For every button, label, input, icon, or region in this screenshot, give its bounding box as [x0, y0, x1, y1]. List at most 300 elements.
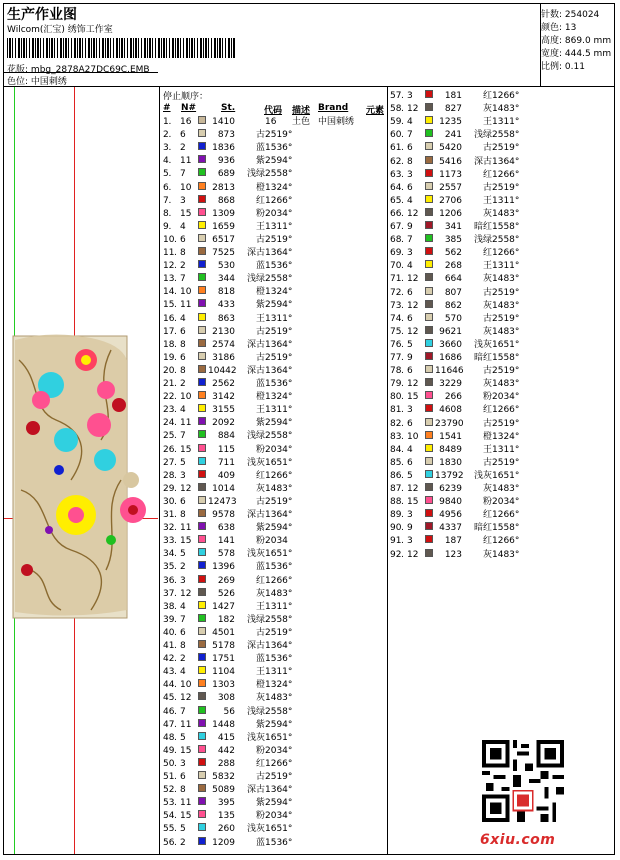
stop-row: [163, 129, 383, 142]
stop-row: [390, 273, 610, 286]
needle-number: 6: [407, 313, 413, 324]
stop-row: [390, 483, 610, 496]
stop-row: [390, 509, 610, 522]
stitch-count: 4608: [439, 405, 462, 416]
thread-name: 粉: [255, 208, 265, 219]
stop-number: 36: [163, 575, 175, 586]
stop-number-separator: .: [401, 379, 404, 390]
thread-name: 浅绿: [246, 706, 265, 717]
stop-number: 28: [163, 470, 175, 481]
thread-name: 红: [255, 470, 265, 481]
needle-number: 10: [180, 680, 192, 691]
thread-name: 古: [255, 130, 265, 141]
needle-number: 5: [180, 732, 186, 743]
stop-number: 26: [163, 444, 175, 455]
thread-name: 橙: [255, 392, 265, 403]
thread-name: 古: [255, 496, 265, 507]
stop-row: [390, 247, 610, 260]
thread-color-swatch: [198, 548, 206, 556]
stop-row: [163, 273, 383, 286]
stop-row: [163, 470, 383, 483]
stop-number-separator: .: [401, 523, 404, 534]
thread-name: 橙: [255, 680, 265, 691]
stop-number-separator: .: [174, 680, 177, 691]
stitch-count: 409: [217, 470, 235, 481]
needle-number: 12: [407, 549, 419, 560]
thread-color-swatch: [198, 496, 206, 504]
thread-code: 1266°: [265, 195, 293, 206]
thread-color-swatch: [198, 706, 206, 714]
thread-name: 红: [482, 405, 492, 416]
colorway-value: 中国刺绣: [30, 77, 67, 87]
stop-row: [163, 391, 383, 404]
stitch-count: 8489: [439, 444, 462, 455]
stop-number: 49: [163, 745, 175, 756]
thread-color-swatch: [425, 129, 433, 137]
spec-colors: 颜色: 13: [541, 23, 577, 33]
thread-name: 灰: [255, 693, 265, 704]
thread-name: 灰: [482, 104, 492, 115]
thread-name: 浅绿: [246, 614, 265, 625]
thread-name: 蓝: [255, 562, 265, 573]
stitch-count: 341: [444, 222, 462, 232]
spec-width: 宽度: 444.5 mm: [541, 49, 612, 59]
col-header-n: #: [163, 103, 171, 113]
thread-color-swatch: [425, 116, 433, 124]
stop-number-separator: .: [401, 235, 404, 246]
thread-name: 浅灰: [473, 339, 492, 350]
stitch-count: 884: [217, 431, 235, 442]
stop-number: 21: [163, 379, 175, 389]
thread-name: 紫: [255, 719, 265, 730]
stitch-count: 2557: [439, 182, 462, 193]
thread-code: 1364°: [265, 510, 293, 520]
stop-row: [163, 247, 383, 260]
thread-color-swatch: [198, 561, 206, 569]
col-header-code: 代码: [264, 106, 283, 116]
thread-color-swatch: [198, 221, 206, 229]
stop-number: 66: [390, 208, 402, 219]
stop-row: [390, 535, 610, 548]
stop-row: [163, 286, 383, 299]
thread-code: 1364°: [265, 339, 293, 350]
needle-number: 2: [180, 654, 186, 665]
stitch-count: 1303: [212, 680, 235, 691]
thread-color-swatch: [198, 653, 206, 661]
needle-number: 12: [407, 274, 419, 285]
barcode: [7, 38, 235, 58]
thread-color-swatch: [425, 470, 433, 478]
stop-number-separator: .: [401, 117, 404, 128]
thread-color-swatch: [198, 732, 206, 740]
stitch-count: 5089: [212, 785, 235, 796]
thread-brand: 中国刺绣: [318, 117, 355, 127]
needle-number: 7: [180, 614, 186, 625]
stop-number-separator: .: [168, 143, 172, 154]
thread-code: 2034°: [265, 208, 293, 219]
stop-number-separator: .: [174, 706, 177, 717]
stop-row: [390, 129, 610, 142]
stop-number: 53: [163, 798, 175, 809]
thread-code: 2558°: [265, 706, 293, 717]
studio-name: Wilcom(汇宝) 绣饰工作室: [7, 25, 113, 35]
thread-name: 紫: [255, 418, 265, 429]
thread-color-swatch: [198, 313, 206, 321]
stop-number-separator: .: [401, 169, 404, 180]
stop-number: 23: [163, 405, 175, 416]
thread-code: 2558°: [265, 431, 293, 442]
thread-color-swatch: [425, 90, 433, 98]
needle-number: 4: [407, 117, 413, 128]
stop-number: 29: [163, 483, 175, 494]
stop-number: 70: [390, 261, 402, 272]
thread-code: 1536°: [265, 562, 293, 573]
stitch-count: 1014: [212, 483, 235, 494]
stop-row: [163, 732, 383, 745]
thread-color-swatch: [198, 273, 206, 281]
thread-color-swatch: [198, 745, 206, 753]
thread-name: 粉: [255, 444, 265, 455]
stop-number-separator: .: [174, 523, 177, 534]
thread-code: 2519°: [265, 496, 293, 507]
stop-number-separator: .: [168, 182, 172, 193]
thread-code: 1536°: [265, 837, 293, 848]
thread-color-swatch: [198, 234, 206, 242]
stop-row: [163, 352, 383, 365]
needle-number: 12: [407, 379, 419, 390]
thread-color-swatch: [198, 719, 206, 727]
thread-code: 1266°: [492, 91, 520, 101]
thread-color-swatch: [198, 640, 206, 648]
needle-number: 10: [180, 287, 192, 298]
thread-color-swatch: [425, 326, 433, 334]
thread-name: 深古: [246, 248, 265, 258]
thread-color-swatch: [198, 444, 206, 452]
thread-name: 灰: [482, 484, 492, 494]
stop-number: 88: [390, 497, 402, 508]
thread-name: 浅灰: [246, 732, 265, 743]
stop-row: [163, 483, 383, 496]
thread-code: 2558°: [492, 235, 520, 246]
needle-number: 10: [407, 431, 419, 442]
thread-name: 紫: [255, 300, 265, 311]
thread-name: 浅灰: [473, 470, 492, 481]
stitch-count: 873: [217, 130, 235, 141]
stop-number-separator: .: [401, 143, 404, 154]
stitch-count: 2813: [212, 182, 235, 193]
thread-color-swatch: [198, 129, 206, 137]
thread-name: 王: [255, 601, 265, 612]
thread-description: 土色: [292, 117, 311, 127]
stop-row: [390, 444, 610, 457]
thread-code: 1536°: [265, 261, 293, 272]
stop-row: [163, 142, 383, 155]
stitch-count: 4956: [439, 510, 462, 521]
stop-number-separator: .: [401, 261, 404, 272]
stop-row: [163, 182, 383, 195]
stop-number-separator: .: [174, 667, 177, 678]
stop-number: 71: [390, 274, 402, 285]
thread-color-swatch: [198, 837, 206, 845]
thread-color-swatch: [198, 823, 206, 831]
thread-color-swatch: [198, 614, 206, 622]
stop-number-separator: .: [174, 719, 177, 730]
stitch-count: 3155: [212, 405, 235, 416]
stop-number-separator: .: [174, 248, 177, 258]
stop-number: 17: [163, 326, 175, 337]
stop-number-separator: .: [174, 772, 177, 782]
needle-number: 4: [180, 667, 186, 678]
stop-number-separator: .: [401, 300, 404, 311]
stop-number: 92: [390, 549, 402, 560]
stop-number: 34: [163, 549, 175, 560]
thread-color-swatch: [198, 483, 206, 491]
thread-color-swatch: [425, 313, 433, 321]
thread-name: 暗红: [473, 353, 492, 363]
needle-number: 12: [407, 300, 419, 311]
thread-code: 1483°: [492, 300, 520, 311]
stitch-count: 1209: [212, 837, 235, 848]
stop-number-separator: .: [174, 745, 177, 756]
thread-name: 古: [482, 143, 492, 154]
stitch-count: 135: [217, 811, 235, 822]
thread-code: 1483°: [492, 379, 520, 390]
stop-number: 31: [163, 510, 175, 520]
thread-color-swatch: [198, 692, 206, 700]
thread-code: 1266°: [492, 536, 520, 547]
thread-color-swatch: [425, 431, 433, 439]
thread-code: 1483°: [492, 208, 520, 219]
thread-name: 灰: [482, 300, 492, 311]
col-header-brand: Brand: [318, 103, 349, 113]
thread-code: 1266°: [492, 248, 520, 259]
thread-code: 1558°: [492, 353, 520, 363]
stop-number: 64: [390, 182, 402, 193]
needle-number: 8: [180, 339, 186, 350]
stop-number: 18: [163, 339, 175, 350]
thread-color-swatch: [198, 627, 206, 635]
thread-color-swatch: [198, 601, 206, 609]
needle-number: 4: [407, 261, 413, 272]
thread-code: 1324°: [265, 392, 293, 403]
thread-name: 深古: [246, 641, 265, 651]
stop-number: 59: [390, 117, 402, 128]
thread-code: 2034°: [265, 745, 293, 756]
stitch-count: 3186: [212, 352, 235, 363]
stop-row: [390, 549, 610, 562]
stop-number-separator: .: [174, 431, 177, 442]
thread-name: 古: [482, 313, 492, 324]
stitch-count: 530: [217, 261, 235, 272]
thread-color-swatch: [198, 771, 206, 779]
needle-number: 9: [407, 222, 413, 232]
thread-name: 灰: [255, 483, 265, 494]
needle-number: 4: [180, 601, 186, 612]
thread-color-swatch: [198, 326, 206, 334]
thread-color-swatch: [198, 535, 206, 543]
stitch-count: 7525: [212, 248, 235, 258]
needle-number: 3: [407, 536, 413, 547]
stop-number-separator: .: [174, 785, 177, 796]
stop-number-separator: .: [174, 352, 177, 363]
stop-row: [163, 535, 383, 548]
stop-row: [390, 116, 610, 129]
stitch-count: 442: [217, 745, 235, 756]
thread-name: 灰: [482, 326, 492, 337]
stitch-count: 13792: [435, 470, 464, 481]
site-logo: 6xiu.com: [480, 832, 556, 848]
needle-number: 7: [180, 706, 186, 717]
stop-number: 75: [390, 326, 402, 337]
needle-number: 6: [407, 418, 413, 429]
needle-number: 15: [180, 745, 192, 756]
thread-color-swatch: [425, 169, 433, 177]
thread-name: 灰: [482, 549, 492, 560]
stop-row: [390, 431, 610, 444]
thread-code: 1266°: [492, 510, 520, 521]
stitch-count: 664: [444, 274, 462, 285]
needle-number: 7: [180, 431, 186, 442]
stop-row: [163, 758, 383, 771]
stop-number-separator: .: [174, 274, 177, 285]
stop-number-separator: .: [174, 313, 177, 324]
stop-row: [163, 810, 383, 823]
stop-number: 55: [163, 824, 175, 835]
stop-row: [163, 168, 383, 181]
needle-number: 12: [180, 693, 192, 704]
thread-color-swatch: [198, 155, 206, 163]
stop-row: [163, 548, 383, 561]
thread-code: 2519°: [492, 313, 520, 324]
spec-scale: 比例: 0.11: [541, 62, 585, 72]
stitch-count: 2706: [439, 195, 462, 206]
stop-row: [163, 797, 383, 810]
thread-color-swatch: [198, 260, 206, 268]
stop-number-separator: .: [401, 222, 404, 232]
stop-number-separator: .: [174, 824, 177, 835]
thread-color-swatch: [198, 208, 206, 216]
needle-number: 11: [180, 156, 192, 167]
stop-row: [163, 692, 383, 705]
stitch-count: 1173: [439, 169, 462, 180]
stop-number: 46: [163, 706, 175, 717]
needle-number: 12: [407, 208, 419, 219]
stop-number: 30: [163, 496, 175, 507]
needle-number: 7: [180, 169, 186, 180]
stop-number: 60: [390, 130, 402, 141]
stop-row: [390, 300, 610, 313]
stop-number-separator: .: [174, 326, 177, 337]
needle-number: 4: [407, 195, 413, 206]
filename-value: mbg_2878A27DC69C.EMB: [30, 65, 150, 75]
thread-color-swatch: [425, 221, 433, 229]
stitch-count: 638: [217, 523, 235, 534]
needle-number: 4: [180, 313, 186, 324]
thread-code: 2519°: [492, 182, 520, 193]
thread-name: 王: [255, 667, 265, 678]
thread-code: 2594°: [265, 156, 293, 167]
stitch-count: 1836: [212, 143, 235, 154]
stitch-count: 433: [217, 300, 235, 311]
embroidery-design-preview: [11, 330, 159, 620]
stitch-count: 266: [444, 392, 462, 403]
stop-number: 45: [163, 693, 175, 704]
stop-number: 37: [163, 588, 175, 599]
needle-number: 15: [407, 497, 419, 508]
thread-name: 浅灰: [246, 549, 265, 560]
thread-color-swatch: [198, 522, 206, 530]
thread-name: 红: [482, 510, 492, 521]
colorway-row: [7, 74, 67, 87]
needle-number: 4: [407, 444, 413, 455]
thread-color-swatch: [198, 182, 206, 190]
thread-name: 浅绿: [246, 274, 265, 285]
stitch-count: 2092: [212, 418, 235, 429]
stitch-count: 1396: [212, 562, 235, 573]
thread-name: 浅绿: [473, 130, 492, 141]
thread-name: 橙: [255, 287, 265, 298]
stop-number: 5: [163, 169, 169, 180]
thread-color-swatch: [425, 549, 433, 557]
stop-row: [390, 339, 610, 352]
needle-number: 8: [180, 248, 186, 258]
stitch-count: 56: [223, 706, 235, 717]
thread-code: 1483°: [265, 693, 293, 704]
stop-row: [390, 195, 610, 208]
needle-number: 6: [180, 326, 186, 337]
needle-number: 8: [180, 641, 186, 651]
stitch-count: 23790: [435, 418, 464, 429]
thread-color-swatch: [425, 496, 433, 504]
thread-code: 2519°: [492, 457, 520, 468]
needle-number: 2: [180, 379, 186, 389]
thread-color-swatch: [425, 444, 433, 452]
stop-row: [163, 653, 383, 666]
thread-name: 紫: [255, 523, 265, 534]
needle-number: 10: [180, 392, 192, 403]
stop-row: [390, 313, 610, 326]
stop-number-separator: .: [401, 130, 404, 141]
stop-row: [163, 234, 383, 247]
stop-number-separator: .: [401, 510, 404, 521]
thread-color-swatch: [425, 260, 433, 268]
stop-number: 81: [390, 405, 402, 416]
thread-color-swatch: [425, 457, 433, 465]
stop-number: 61: [390, 143, 402, 154]
stop-number-separator: .: [174, 379, 177, 389]
thread-name: 古: [482, 457, 492, 468]
thread-color-swatch: [198, 470, 206, 478]
thread-code: 1536°: [265, 379, 293, 389]
thread-name: 红: [482, 91, 492, 101]
stop-number: 38: [163, 601, 175, 612]
stitch-count: 123: [444, 549, 462, 560]
stitch-count: 5416: [439, 156, 462, 167]
stop-number: 13: [163, 274, 175, 285]
thread-name: 橙: [255, 182, 265, 193]
thread-name: 灰: [482, 379, 492, 390]
stitch-count: 1410: [212, 117, 235, 127]
thread-color-swatch: [198, 195, 206, 203]
thread-color-swatch: [198, 430, 206, 438]
needle-number: 12: [407, 326, 419, 337]
thread-code: 1364°: [265, 248, 293, 258]
needle-number: 10: [180, 182, 192, 193]
needle-number: 3: [407, 510, 413, 521]
thread-color-swatch: [198, 247, 206, 255]
stop-number: 79: [390, 379, 402, 390]
stitch-count: 288: [217, 758, 235, 769]
